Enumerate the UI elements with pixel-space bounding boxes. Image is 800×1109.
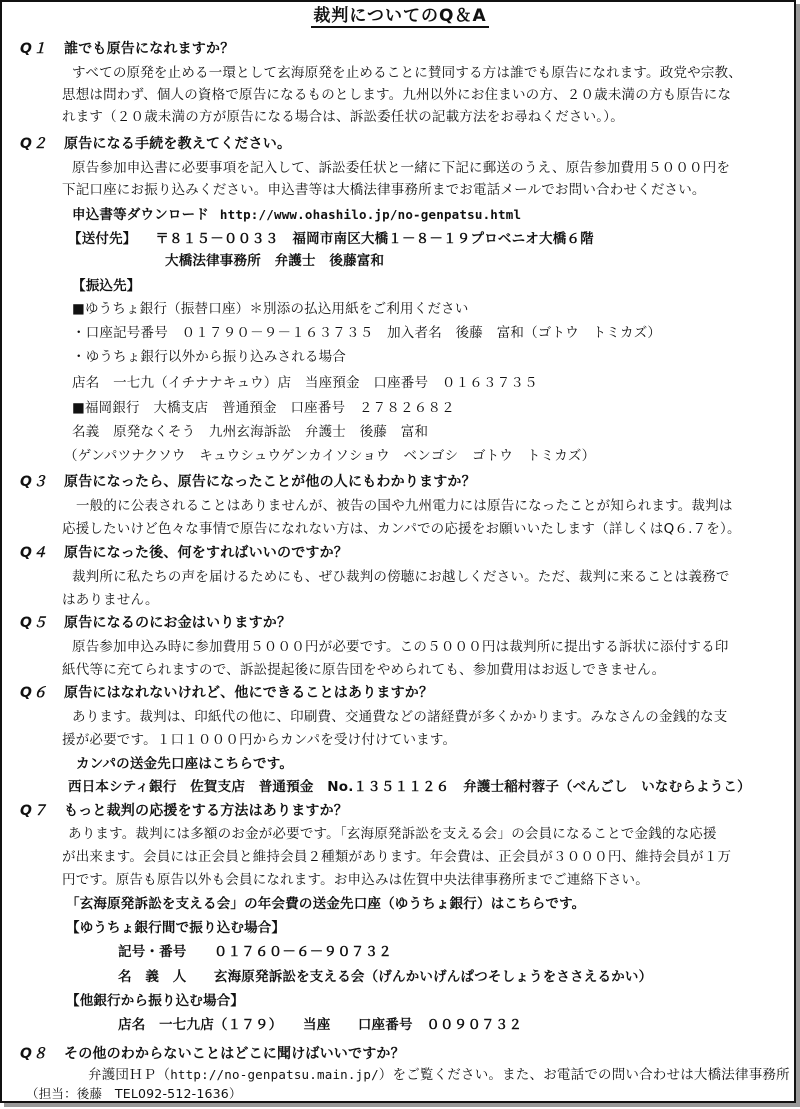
q8-answer-post: ）をご覧ください。また、お電話での問い合わせは大橋法律事務所 <box>378 1067 790 1083</box>
page-title-text: 裁判についてのQ＆A <box>313 6 487 26</box>
bank2-line: ■福岡銀行 大橋支店 普通預金 口座番号 ２７８２６８２ <box>72 400 455 416</box>
q2-question: 原告になる手続を教えてください。 <box>64 136 292 152</box>
q8-question: その他のわからないことはどこに聞けばいいですか？ <box>64 1046 405 1062</box>
q8-contact: （担当：後藤 TEL092-512-1636） <box>26 1086 242 1101</box>
q6-question: 原告にはなれないけれど、他にできることはありますか？ <box>64 685 434 701</box>
q6-heading <box>20 684 433 702</box>
bank2-kana: （ゲンパツナクソウ キュウシュウゲンカイソショウ ベンゴシ ゴトウ トミカズ） <box>64 448 596 464</box>
q7-yucho-number: 記号・番号 ０１７６０－６－９０７３２ <box>118 944 392 960</box>
q5-number: Q５ <box>20 615 48 631</box>
q4-question: 原告になった後、何をすればいいのですか？ <box>64 545 348 561</box>
page-shadow-right <box>796 4 800 1107</box>
q6-account: 西日本シティ銀行 佐賀支店 普通預金 No.１３５１１２６ 弁護士稲村蓉子（べんごし いなむらようこ） <box>68 779 751 795</box>
q1-question: 誰でも原告になれますか？ <box>64 41 235 57</box>
q3-answer-line: 応援したいけど色々な事情で原告になれない方は、カンパでの応援をお願いいたします（詳しくはQ６.７を）。 <box>62 521 741 537</box>
q7-other-label: 【他銀行から振り込む場合】 <box>66 993 245 1009</box>
q8-answer-pre: 弁護団ＨＰ（ <box>88 1067 171 1083</box>
q8-hp-link[interactable]: http://no-genpatsu.main.jp/ <box>170 1067 379 1082</box>
q4-heading <box>20 544 348 562</box>
q3-answer-line: 一般的に公表されることはありませんが、被告の国や九州電力には原告になったことが知られます。裁判は <box>76 498 733 514</box>
q6-answer-line: 援が必要です。１口１０００円からカンパを受け付けています。 <box>62 732 457 748</box>
q4-answer-line: 裁判所に私たちの声を届けるためにも、ぜひ裁判の傍聴にお越しください。ただ、裁判に来ることは義務で <box>72 569 730 585</box>
q7-yucho-name: 名 義 人 玄海原発訴訟を支える会（げんかいげんぱつそしょうをささえるかい） <box>118 969 653 985</box>
q8-heading <box>20 1045 405 1063</box>
page-title <box>2 4 798 28</box>
q2-heading <box>20 135 291 153</box>
page-shadow-bottom <box>4 1103 800 1107</box>
q8-number: Q８ <box>20 1046 48 1062</box>
q6-answer-line: あります。裁判は、印紙代の他に、印刷費、交通費などの諸経費が多くかかります。みなさんの金銭的な支 <box>72 709 728 725</box>
q1-number: Q１ <box>20 41 48 57</box>
q3-question: 原告になったら、原告になったことが他の人にもわかりますか？ <box>64 474 476 490</box>
q3-heading <box>20 473 476 491</box>
bank1-branch: 店名 一七九（イチナナキュウ）店 当座預金 口座番号 ０１６３７３５ <box>72 375 538 391</box>
q1-heading <box>20 40 234 58</box>
q5-heading <box>20 614 291 632</box>
q7-question: もっと裁判の応援をする方法はありますか？ <box>64 803 348 819</box>
q1-answer-line: 思想は問わず、個人の資格で原告になるものとします。九州以外にお住まいの方、２０歳未満の方も原告にな <box>62 87 732 103</box>
q7-number: Q７ <box>20 803 48 819</box>
q4-number: Q４ <box>20 545 48 561</box>
bank1-account: ・口座記号番号 ０１７９０－９－１６３７３５ 加入者名 後藤 富和（ゴトウ トミカズ） <box>72 325 662 341</box>
transfer-label: 【振込先】 <box>72 278 141 294</box>
q7-answer-line: が出来ます。会員には正会員と維持会員２種類があります。年会費は、正会員が３０００円、維持会員が１万 <box>62 849 732 865</box>
download-label: 申込書等ダウンロード <box>72 207 209 223</box>
q2-answer-line: 原告参加申込書に必要事項を記入して、訴訟委任状と一緒に下記に郵送のうえ、原告参加費用５０００円を <box>72 160 731 176</box>
download-link[interactable]: http://www.ohashilo.jp/no-genpatsu.html <box>219 207 522 222</box>
q2-number: Q２ <box>20 136 48 152</box>
q7-heading <box>20 802 348 820</box>
bank2-name: 名義 原発なくそう 九州玄海訴訟 弁護士 後藤 富和 <box>72 424 429 440</box>
send-address-text: 〒８１５－００３３ 福岡市南区大橋１－８－１９プロベニオ大橋６階 <box>155 231 594 247</box>
q5-answer-line: 紙代等に充てられますので、訴訟提起後に原告団をやめられても、参加費用はお返しできません。 <box>62 662 666 678</box>
q7-yucho-label: 【ゆうちょ銀行間で振り込む場合】 <box>66 920 286 936</box>
q4-answer-line: はありません。 <box>62 592 159 608</box>
q7-other-account: 店名 一七九店（１７９） 当座 口座番号 ００９０７３２ <box>118 1017 523 1033</box>
q3-number: Q３ <box>20 474 48 490</box>
q6-number: Q６ <box>20 685 48 701</box>
q2-answer-line: 下記口座にお振り込みください。申込書等は大橋法律事務所までお電話メールでお問い合わせください。 <box>62 182 706 198</box>
send-label: 【送付先】 <box>68 231 137 247</box>
bank1-other: ・ゆうちょ銀行以外から振り込みされる場合 <box>72 349 346 365</box>
send-address <box>68 230 594 248</box>
q8-answer <box>88 1066 790 1084</box>
q1-answer-line: すべての原発を止める一環として玄海原発を止めることに賛同する方は誰でも原告になれます。政党や宗教、 <box>72 65 742 81</box>
q6-account-label: カンパの送金先口座はこちらです。 <box>76 756 294 772</box>
q7-account-label: 「玄海原発訴訟を支える会」の年会費の送金先口座（ゆうちょ銀行）はこちらです。 <box>66 896 586 912</box>
q2-download <box>72 206 521 224</box>
q5-question: 原告になるのにお金はいりますか？ <box>64 615 292 631</box>
q7-answer-line: あります。裁判には多額のお金が必要です。「玄海原発訴訟を支える会」の会員になることで金銭的な応援 <box>68 826 717 842</box>
bank1-line: ■ゆうちょ銀行（振替口座）＊別添の払込用紙をご利用ください <box>72 301 469 317</box>
q1-answer-line: れます（２０歳未満の方が原告になる場合は、訴訟委任状の記載方法をお尋ねください。）。 <box>62 109 624 125</box>
send-name: 大橋法律事務所 弁護士 後藤富和 <box>165 253 385 269</box>
q7-answer-line: 円です。原告も原告以外も会員になれます。お申込みは佐賀中央法律事務所までご連絡下さい。 <box>62 872 649 888</box>
q5-answer-line: 原告参加申込み時に参加費用５０００円が必要です。この５０００円は裁判所に提出する訴状に添付する印 <box>72 639 729 655</box>
